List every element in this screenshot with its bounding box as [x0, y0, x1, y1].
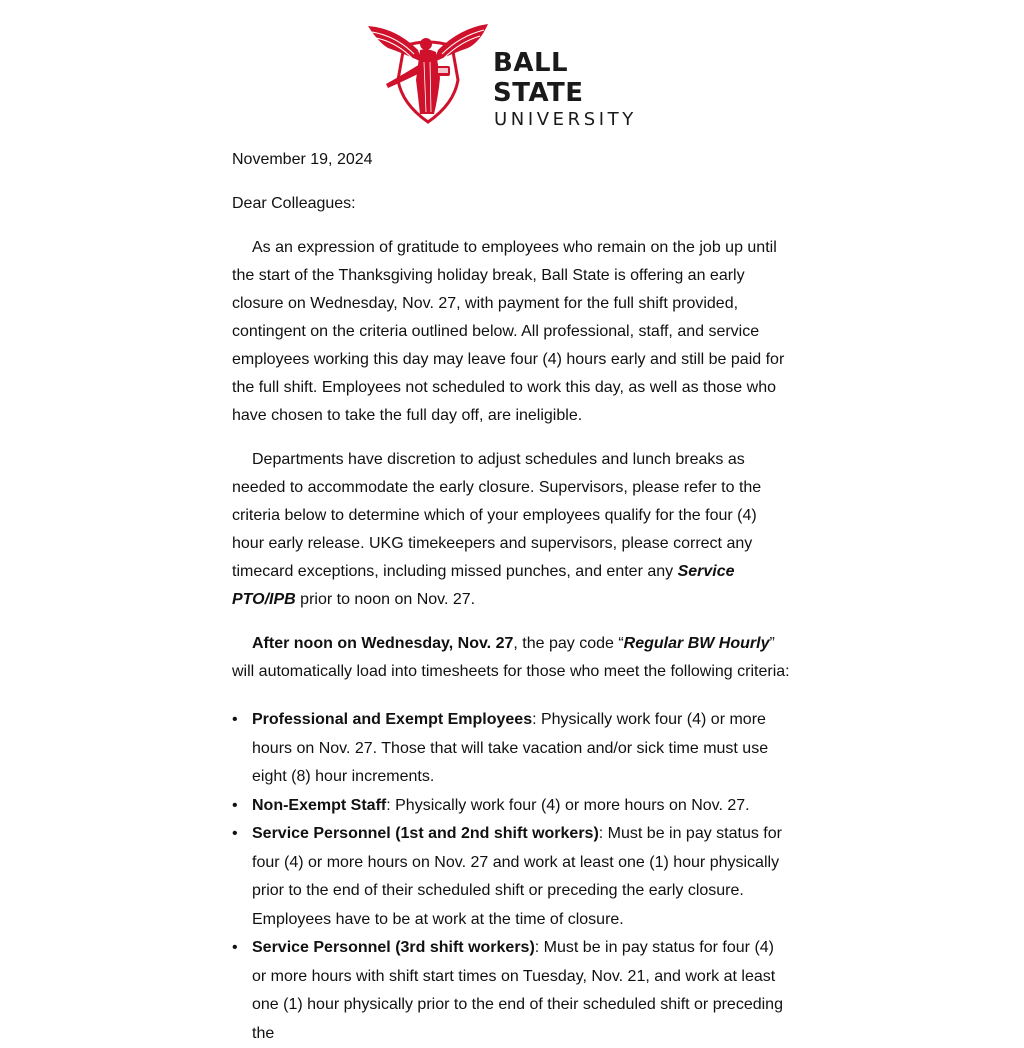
- criteria-text: : Physically work four (4) or more hours on Nov. 27.: [386, 796, 750, 814]
- letter-body: [232, 146, 792, 1048]
- criteria-item: [252, 706, 792, 792]
- deadline-emphasis: After noon on Wednesday, Nov. 27: [252, 635, 514, 652]
- criteria-item: [252, 820, 792, 934]
- paragraph-gratitude: As an expression of gratitude to employees who remain on the job up until the start of the Thanksgiving holiday break, Ball State is offering an early closure on Wednesday, Nov. 27, with payment for the full shift provided, contingent on the criteria outlined below. All professional, staff, and service employees working this day may leave four (4) hours early and still be paid for the full shift. Employees not scheduled to work this day, as well as those who have chosen to take the full day off, are ineligible.: [232, 239, 785, 424]
- criteria-title: Service Personnel (3rd shift workers): [252, 939, 535, 956]
- pay-code-regular-bw-hourly: Regular BW Hourly: [623, 635, 770, 652]
- criteria-title: Professional and Exempt Employees: [252, 711, 533, 728]
- ball-state-logo: [366, 22, 666, 130]
- criteria-item: [252, 934, 792, 1048]
- criteria-list: [232, 706, 792, 1048]
- letter-greeting: Dear Colleagues:: [232, 195, 356, 212]
- paragraph-departments-text: Departments have discretion to adjust schedules and lunch breaks as needed to accommodate the early closure. Supervisors, please refer to the criteria below to determine which of your employees qualify for the four (4) hour early release. UKG timekeepers and supervisors, please correct any timecard exceptions, including missed punches, and enter any: [232, 451, 762, 580]
- criteria-item: [252, 792, 792, 821]
- logo-wordmark: BALL STATE: [493, 48, 584, 108]
- criteria-title: Service Personnel (1st and 2nd shift workers): [252, 825, 599, 842]
- paragraph-departments: [232, 446, 792, 614]
- pay-code-service-pto: Service PTO/IPB: [232, 563, 735, 608]
- paragraph-pay-code: [232, 630, 792, 686]
- criteria-title: Non-Exempt Staff: [252, 796, 387, 814]
- logo-subwordmark: UNIVERSITY: [494, 109, 637, 130]
- criteria-text: : Must be in pay status for four (4) or more hours on Nov. 27 and work at least one (1) hour physically prior to the end of their scheduled shift or preceding the early closure. Employees have to be at work at the time of closure.: [252, 825, 782, 928]
- criteria-text: : Must be in pay status for four (4) or more hours with shift start times on Tuesday, Nov. 21, and work at least one (1) hour physically prior to the end of their scheduled shift or preceding the: [252, 939, 783, 1042]
- cardinal-angel-shield-icon: [366, 22, 490, 126]
- criteria-text: : Physically work four (4) or more hours on Nov. 27. Those that will take vacation and/or sick time must use eight (8) hour increments.: [252, 711, 769, 785]
- letter-date: November 19, 2024: [232, 151, 373, 168]
- paragraph-departments-tail: prior to noon on Nov. 27.: [295, 591, 476, 608]
- paragraph-pay-code-tail: ” will automatically load into timesheets for those who meet the following criteria:: [232, 635, 790, 680]
- paragraph-pay-code-mid: , the pay code “: [513, 635, 624, 652]
